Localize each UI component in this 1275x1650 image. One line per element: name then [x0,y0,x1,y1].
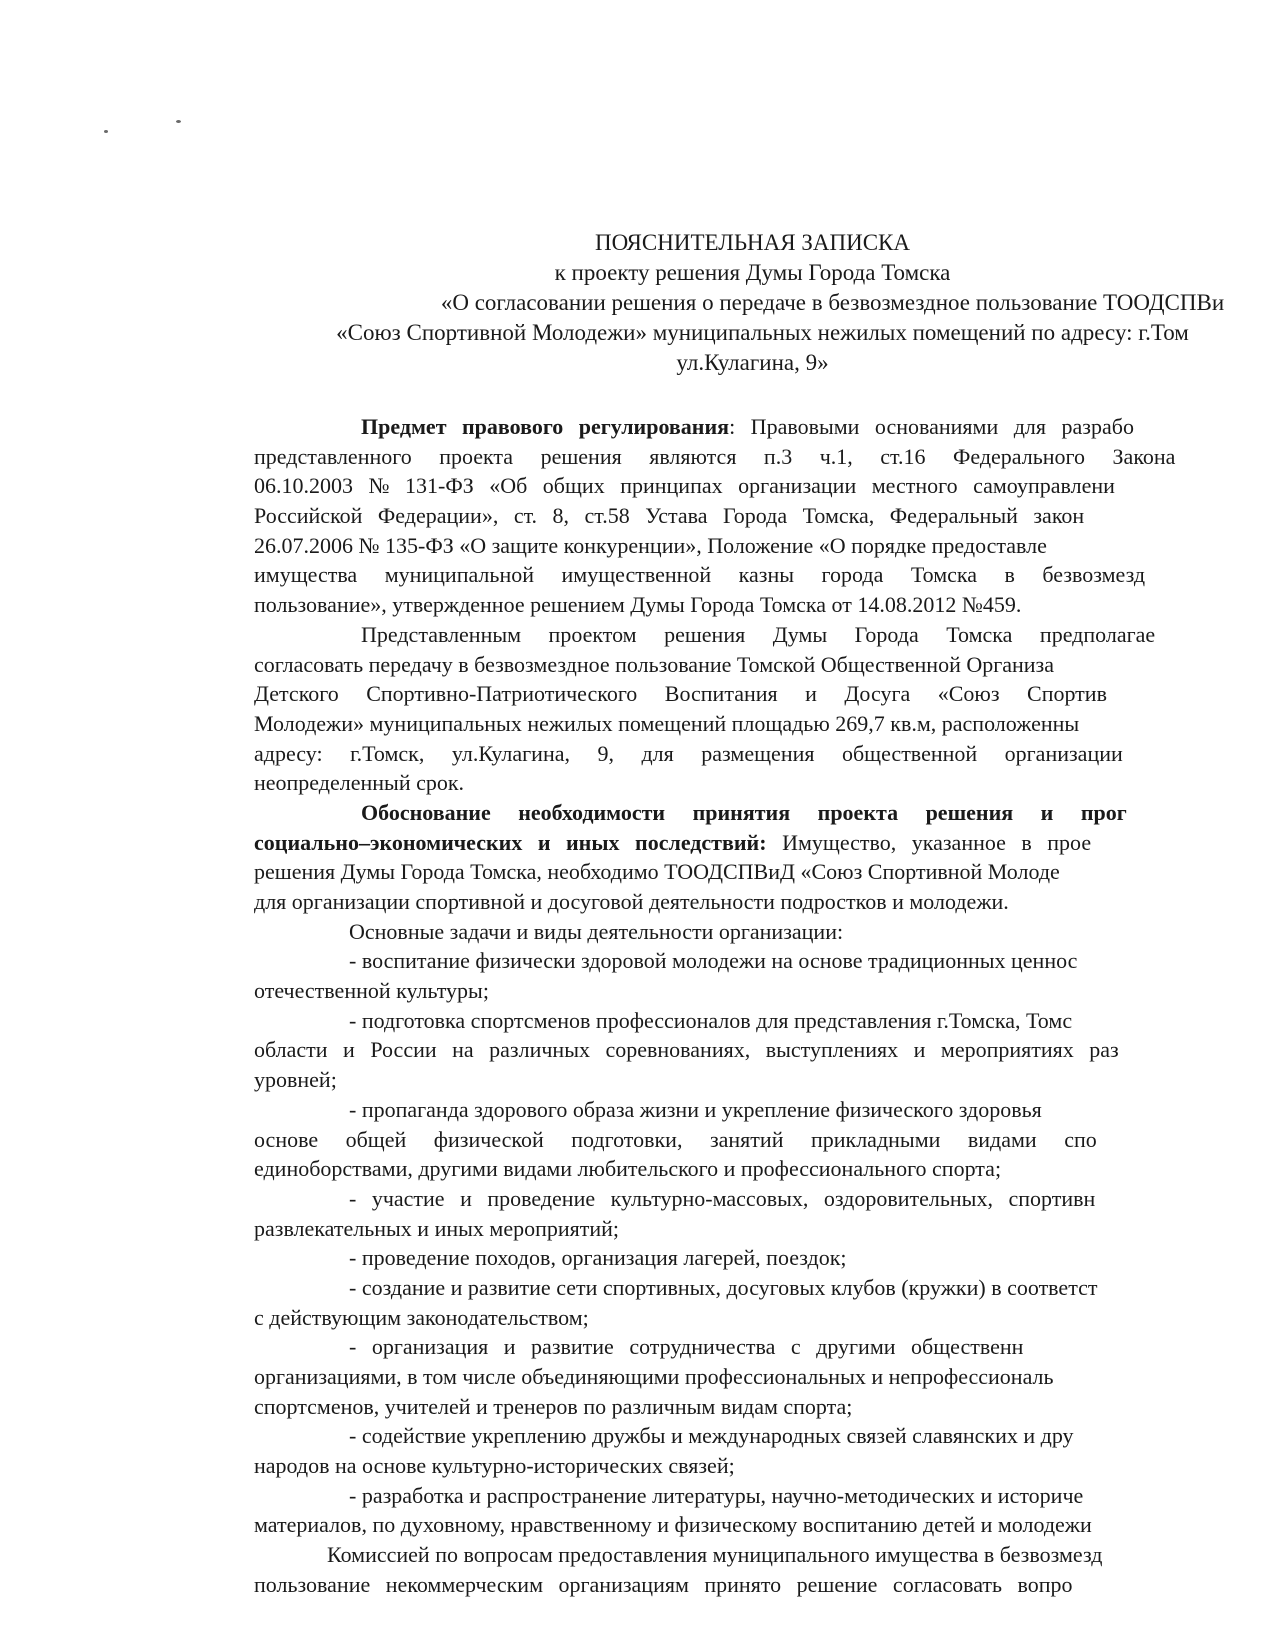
body-line: имущества муниципальной имущественной казны города Томска в безвозмезд [254,562,1146,588]
body-line: представленного проекта решения являются п.3 ч.1, ст.16 Федерального Закона [254,443,1176,469]
body-line: пользование некоммерческим организациям принято решение согласовать вопро [254,1571,1073,1597]
body-line: пользование», утвержденное решением Думы Города Томска от 14.08.2012 №459. [254,592,1022,618]
body-line: Комиссией по вопросам предоставления муниципального имущества в безвозмезд [327,1542,1103,1568]
body-line: Российской Федерации», ст. 8, ст.58 Устава Города Томска, Федеральный закон [254,503,1085,529]
body-line: Представленным проектом решения Думы Города Томска предполагае [361,621,1156,647]
list-item: - организация и развитие сотрудничества с другими общественн [349,1334,1024,1360]
body-line: решения Думы Города Томска, необходимо ТООДСПВиД «Союз Спортивной Молоде [254,859,1060,885]
body-line: спортсменов, учителей и тренеров по различным видам спорта; [254,1393,853,1419]
body-line: уровней; [254,1067,337,1093]
document-header [230,228,1275,378]
body-line: основе общей физической подготовки, занятий прикладными видами спо [254,1126,1097,1152]
scan-artifact [98,112,188,142]
document-subject-line-3: ул.Кулагина, 9» [676,350,829,375]
body-line: единоборствами, другими видами любительского и профессионального спорта; [254,1156,1002,1182]
body-line: Основные задачи и виды деятельности организации: [349,918,844,944]
list-item: - содействие укреплению дружбы и международных связей славянских и дру [349,1423,1074,1449]
list-item: - проведение походов, организация лагерей, поездок; [349,1245,847,1271]
body-line: народов на основе культурно-исторических связей; [254,1453,735,1479]
body-line: Молодежи» муниципальных нежилых помещений площадью 269,7 кв.м, расположенны [254,710,1080,736]
document-subject-line-2: «Союз Спортивной Молодежи» муниципальных нежилых помещений по адресу: г.Том [336,320,1189,345]
section-heading-subject: Предмет правового регулирования [361,414,730,439]
body-line: развлекательных и иных мероприятий; [254,1215,620,1241]
document-subtitle: к проекту решения Думы Города Томска [554,260,951,285]
document-title: ПОЯСНИТЕЛЬНАЯ ЗАПИСКА [594,230,911,255]
body-line: неопределенный срок. [254,770,465,796]
body-line: материалов, по духовному, нравственному и физическому воспитанию детей и молодежи [254,1512,1092,1538]
body-line: Предмет правового регулирования: Правовыми основаниями для разрабо [361,414,1134,439]
document-body [254,412,1275,1600]
body-line: согласовать передачу в безвозмездное пользование Томской Общественной Организа [254,651,1055,677]
document-subject-line-1: «О согласовании решения о передаче в безвозмездное пользование ТООДСПВи [440,290,1225,315]
body-line: Детского Спортивно-Патриотического Воспитания и Досуга «Союз Спортив [254,681,1107,707]
section-heading-rationale-cont: социально–экономических и иных последствий: [254,829,767,855]
body-line: социально–экономических и иных последствий: Имущество, указанное в прое [254,829,1092,855]
list-item: - разработка и распространение литературы, научно-методических и историче [349,1482,1084,1508]
body-line: для организации спортивной и досуговой деятельности подростков и молодежи. [254,889,1009,914]
body-line: 06.10.2003 № 131-ФЗ «Об общих принципах организации местного самоуправлени [254,473,1115,499]
list-item: - пропаганда здорового образа жизни и укрепление физического здоровья [349,1096,1042,1122]
list-item: - воспитание физически здоровой молодежи на основе традиционных ценнос [349,948,1078,974]
list-item: - участие и проведение культурно-массовых, оздоровительных, спортивн [349,1185,1096,1211]
body-line: области и России на различных соревнованиях, выступлениях и мероприятиях раз [254,1037,1119,1063]
body-line: 26.07.2006 № 135-ФЗ «О защите конкуренции», Положение «О порядке предоставле [254,532,1047,558]
body-line: адресу: г.Томск, ул.Кулагина, 9, для размещения общественной организации [254,740,1123,766]
body-line: с действующим законодательством; [254,1304,589,1330]
body-line: организациями, в том числе объединяющими профессиональных и непрофессиональ [254,1364,1054,1389]
list-item: - создание и развитие сети спортивных, досуговых клубов (кружки) в соответст [349,1274,1098,1300]
section-heading-rationale: Обоснование необходимости принятия проекта решения и прог [361,799,1127,825]
body-line: отечественной культуры; [254,978,489,1004]
list-item: - подготовка спортсменов профессионалов для представления г.Томска, Томс [349,1007,1073,1033]
